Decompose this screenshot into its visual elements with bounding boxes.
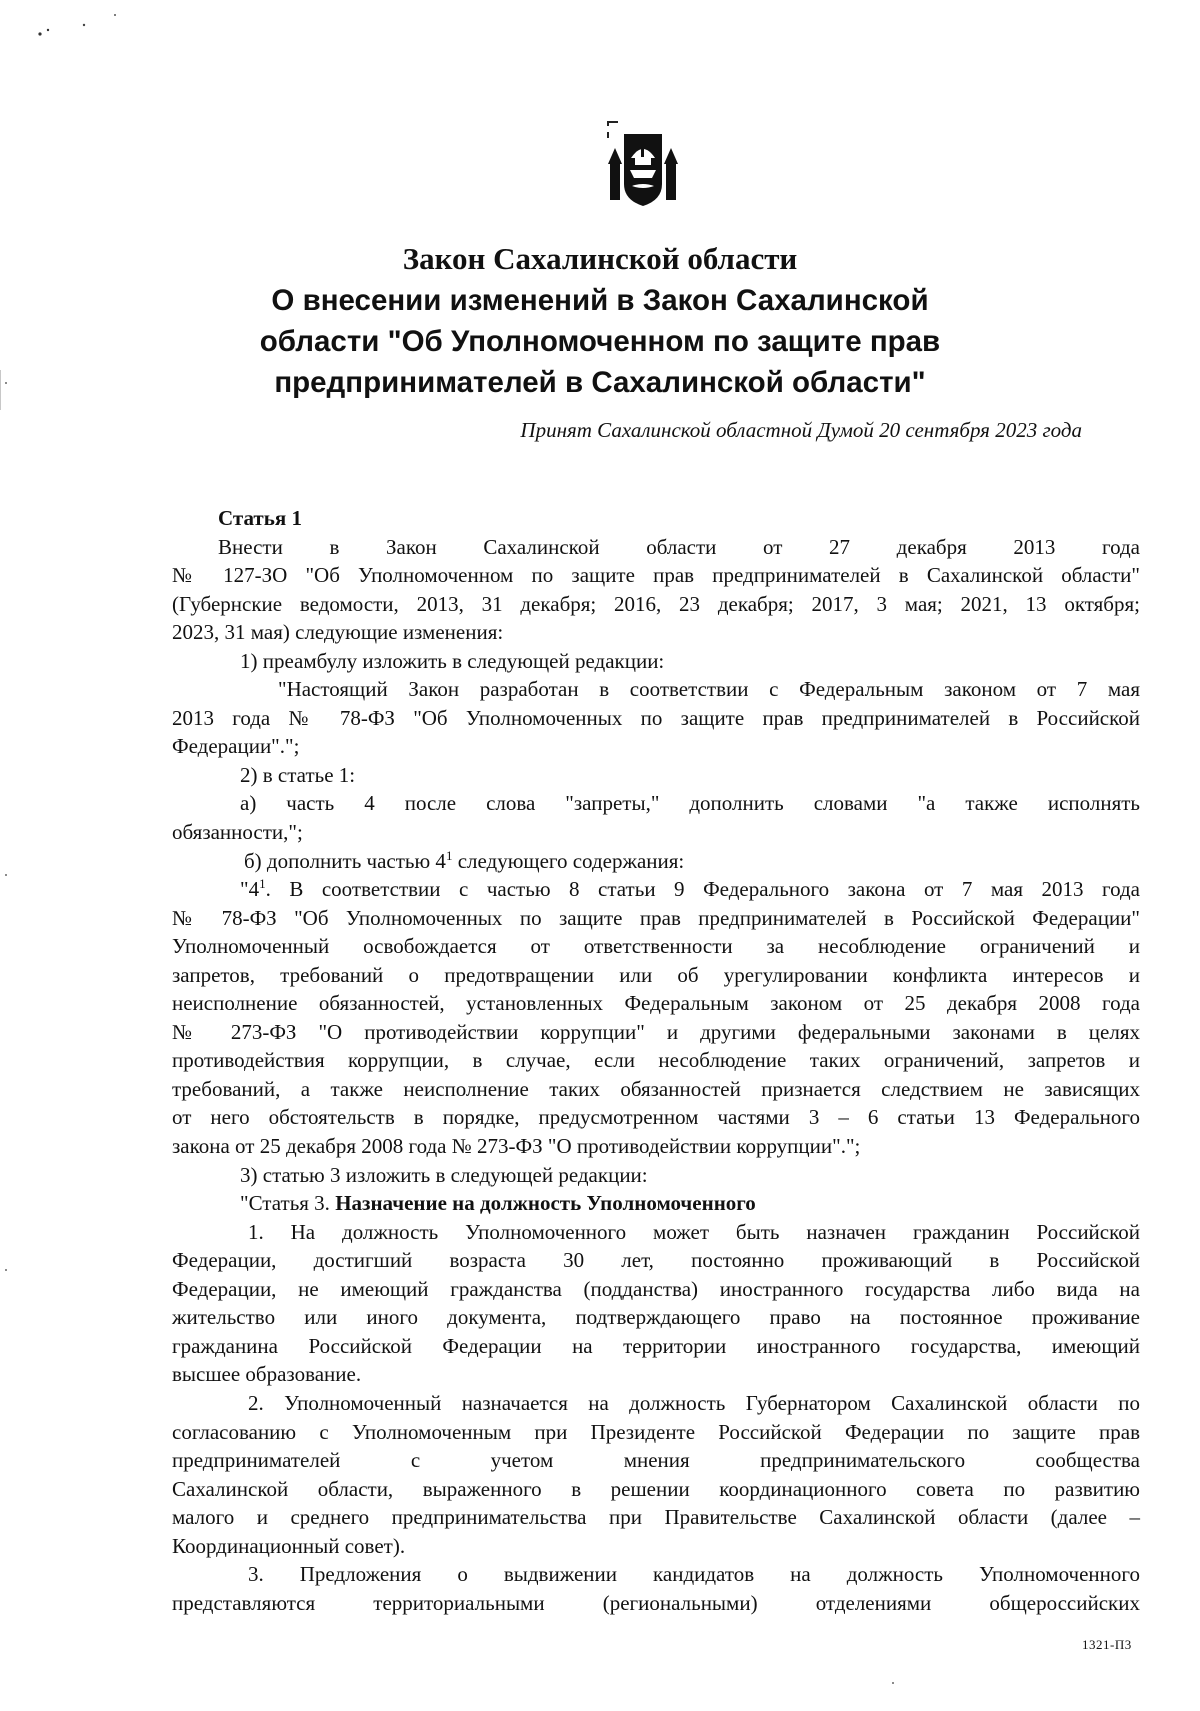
list-item-line: 1) преамбулу изложить в следующей редакции: (240, 648, 665, 673)
paragraph-line: а) часть 4 после слова "запреты," дополнить словами "а также исполнять (240, 791, 1140, 816)
list-item-line: 3) статью 3 изложить в следующей редакции: (240, 1162, 648, 1187)
paragraph-line: 3. Предложения о выдвижении кандидатов на должность Уполномоченного (248, 1562, 1140, 1587)
line-part: . В соответствии с частью 8 статьи 9 Федерального закона от 7 мая 2013 года (265, 877, 1140, 902)
paragraph-line: противодействия коррупции, в случае, если несоблюдение таких ограничений, запретов и (172, 1048, 1140, 1073)
paragraph-line: от него обстоятельств в порядке, предусмотренном частями 3 – 6 статьи 13 Федерального (172, 1105, 1140, 1130)
superscript: 1 (259, 876, 266, 892)
paragraph-line: представляются территориальными (региональными) отделениями общероссийских (172, 1590, 1140, 1615)
title-line-1: Закон Сахалинской области (402, 241, 798, 276)
paragraph-line: № 127-ЗО "Об Уполномоченном по защите прав предпринимателей в Сахалинской области" (172, 563, 1140, 588)
paragraph-line (172, 847, 1140, 876)
paragraph-line: жительство или иного документа, подтверждающего право на постоянное проживание (172, 1305, 1140, 1330)
paragraph-line: Федерации, достигший возраста 30 лет, постоянно проживающий в Российской (172, 1248, 1140, 1273)
list-item-line: 2) в статье 1: (240, 762, 356, 787)
paragraph-line: предпринимателей с учетом мнения предпринимательского сообщества (172, 1448, 1140, 1473)
adoption-note: Принят Сахалинской областной Думой 20 сентября 2023 года (520, 418, 1082, 442)
paragraph-line: Уполномоченный освобождается от ответственности за несоблюдение ограничений и (172, 934, 1140, 959)
paragraph-line: 2. Уполномоченный назначается на должность Губернатором Сахалинской области по (248, 1390, 1140, 1415)
paragraph-line: требований, а также неисполнение таких обязанностей признается следствием не зависящих (172, 1076, 1140, 1101)
paragraph-line: обязанности,"; (172, 820, 303, 845)
paragraph-line (172, 875, 1140, 904)
paragraph-line: Федерации"."; (172, 734, 300, 759)
line-part: "4 (240, 877, 260, 902)
scan-edge-mark (0, 370, 1, 410)
paragraph-line: Федерации, не имеющий гражданства (подданства) иностранного государства либо вида на (172, 1276, 1140, 1301)
superscript: 1 (445, 847, 453, 863)
document-title (150, 238, 1050, 403)
paragraph-line: Сахалинской области, выраженного в решении координационного совета по развитию (172, 1476, 1140, 1501)
sakhalin-coat-of-arms-icon (604, 118, 684, 210)
paragraph-line: запретов, требований о предотвращении или об урегулировании конфликта интересов и (172, 962, 1140, 987)
title-line-3: области "Об Уполномоченном по защите прав (259, 325, 941, 358)
document-body (172, 504, 1140, 1617)
paragraph-line: 1. На должность Уполномоченного может быть назначен гражданин Российской (248, 1219, 1140, 1244)
paragraph-line: 2023, 31 мая) следующие изменения: (172, 620, 504, 645)
paragraph-line: закона от 25 декабря 2008 года № 273-ФЗ "О противодействии коррупции"."; (172, 1134, 861, 1159)
article-title: Назначение на должность Уполномоченного (335, 1191, 756, 1216)
paragraph-line: Внести в Закон Сахалинской области от 27 декабря 2013 года (218, 534, 1140, 559)
line-part: б) дополнить частью 4 (244, 848, 446, 873)
line-part: "Статья 3. (240, 1191, 336, 1216)
paragraph-line: высшее образование. (172, 1362, 362, 1387)
article-heading: Статья 1 (218, 506, 302, 530)
paragraph-line: Координационный совет). (172, 1533, 406, 1558)
paragraph-line: (Губернские ведомости, 2013, 31 декабря; 2016, 23 декабря; 2017, 3 мая; 2021, 13 октября; (172, 591, 1140, 616)
paragraph-line: неисполнение обязанностей, установленных Федеральным законом от 25 декабря 2008 года (172, 991, 1140, 1016)
document-code: 1321-П3 (1082, 1637, 1132, 1652)
paragraph-line: 2013 года № 78-ФЗ "Об Уполномоченных по защите прав предпринимателей в Российской (172, 705, 1140, 730)
paragraph-line: согласованию с Уполномоченным при Президенте Российской Федерации по защите прав (172, 1419, 1140, 1444)
paragraph-line: № 273-ФЗ "О противодействии коррупции" и другими федеральными законами в целях (172, 1019, 1140, 1044)
title-line-4: предпринимателей в Сахалинской области" (274, 366, 926, 399)
paragraph-line: № 78-ФЗ "Об Уполномоченных по защите прав предпринимателей в Российской Федерации" (172, 905, 1140, 930)
title-line-2: О внесении изменений в Закон Сахалинской (271, 284, 929, 317)
line-part: следующего содержания: (457, 848, 685, 873)
paragraph-line: малого и среднего предпринимательства при Правительстве Сахалинской области (далее – (172, 1505, 1140, 1530)
paragraph-line: гражданина Российской Федерации на территории иностранного государства, имеющий (172, 1333, 1140, 1358)
paragraph-line: "Настоящий Закон разработан в соответствии с Федеральным законом от 7 мая (278, 677, 1140, 702)
article-title-line (172, 1189, 1140, 1218)
